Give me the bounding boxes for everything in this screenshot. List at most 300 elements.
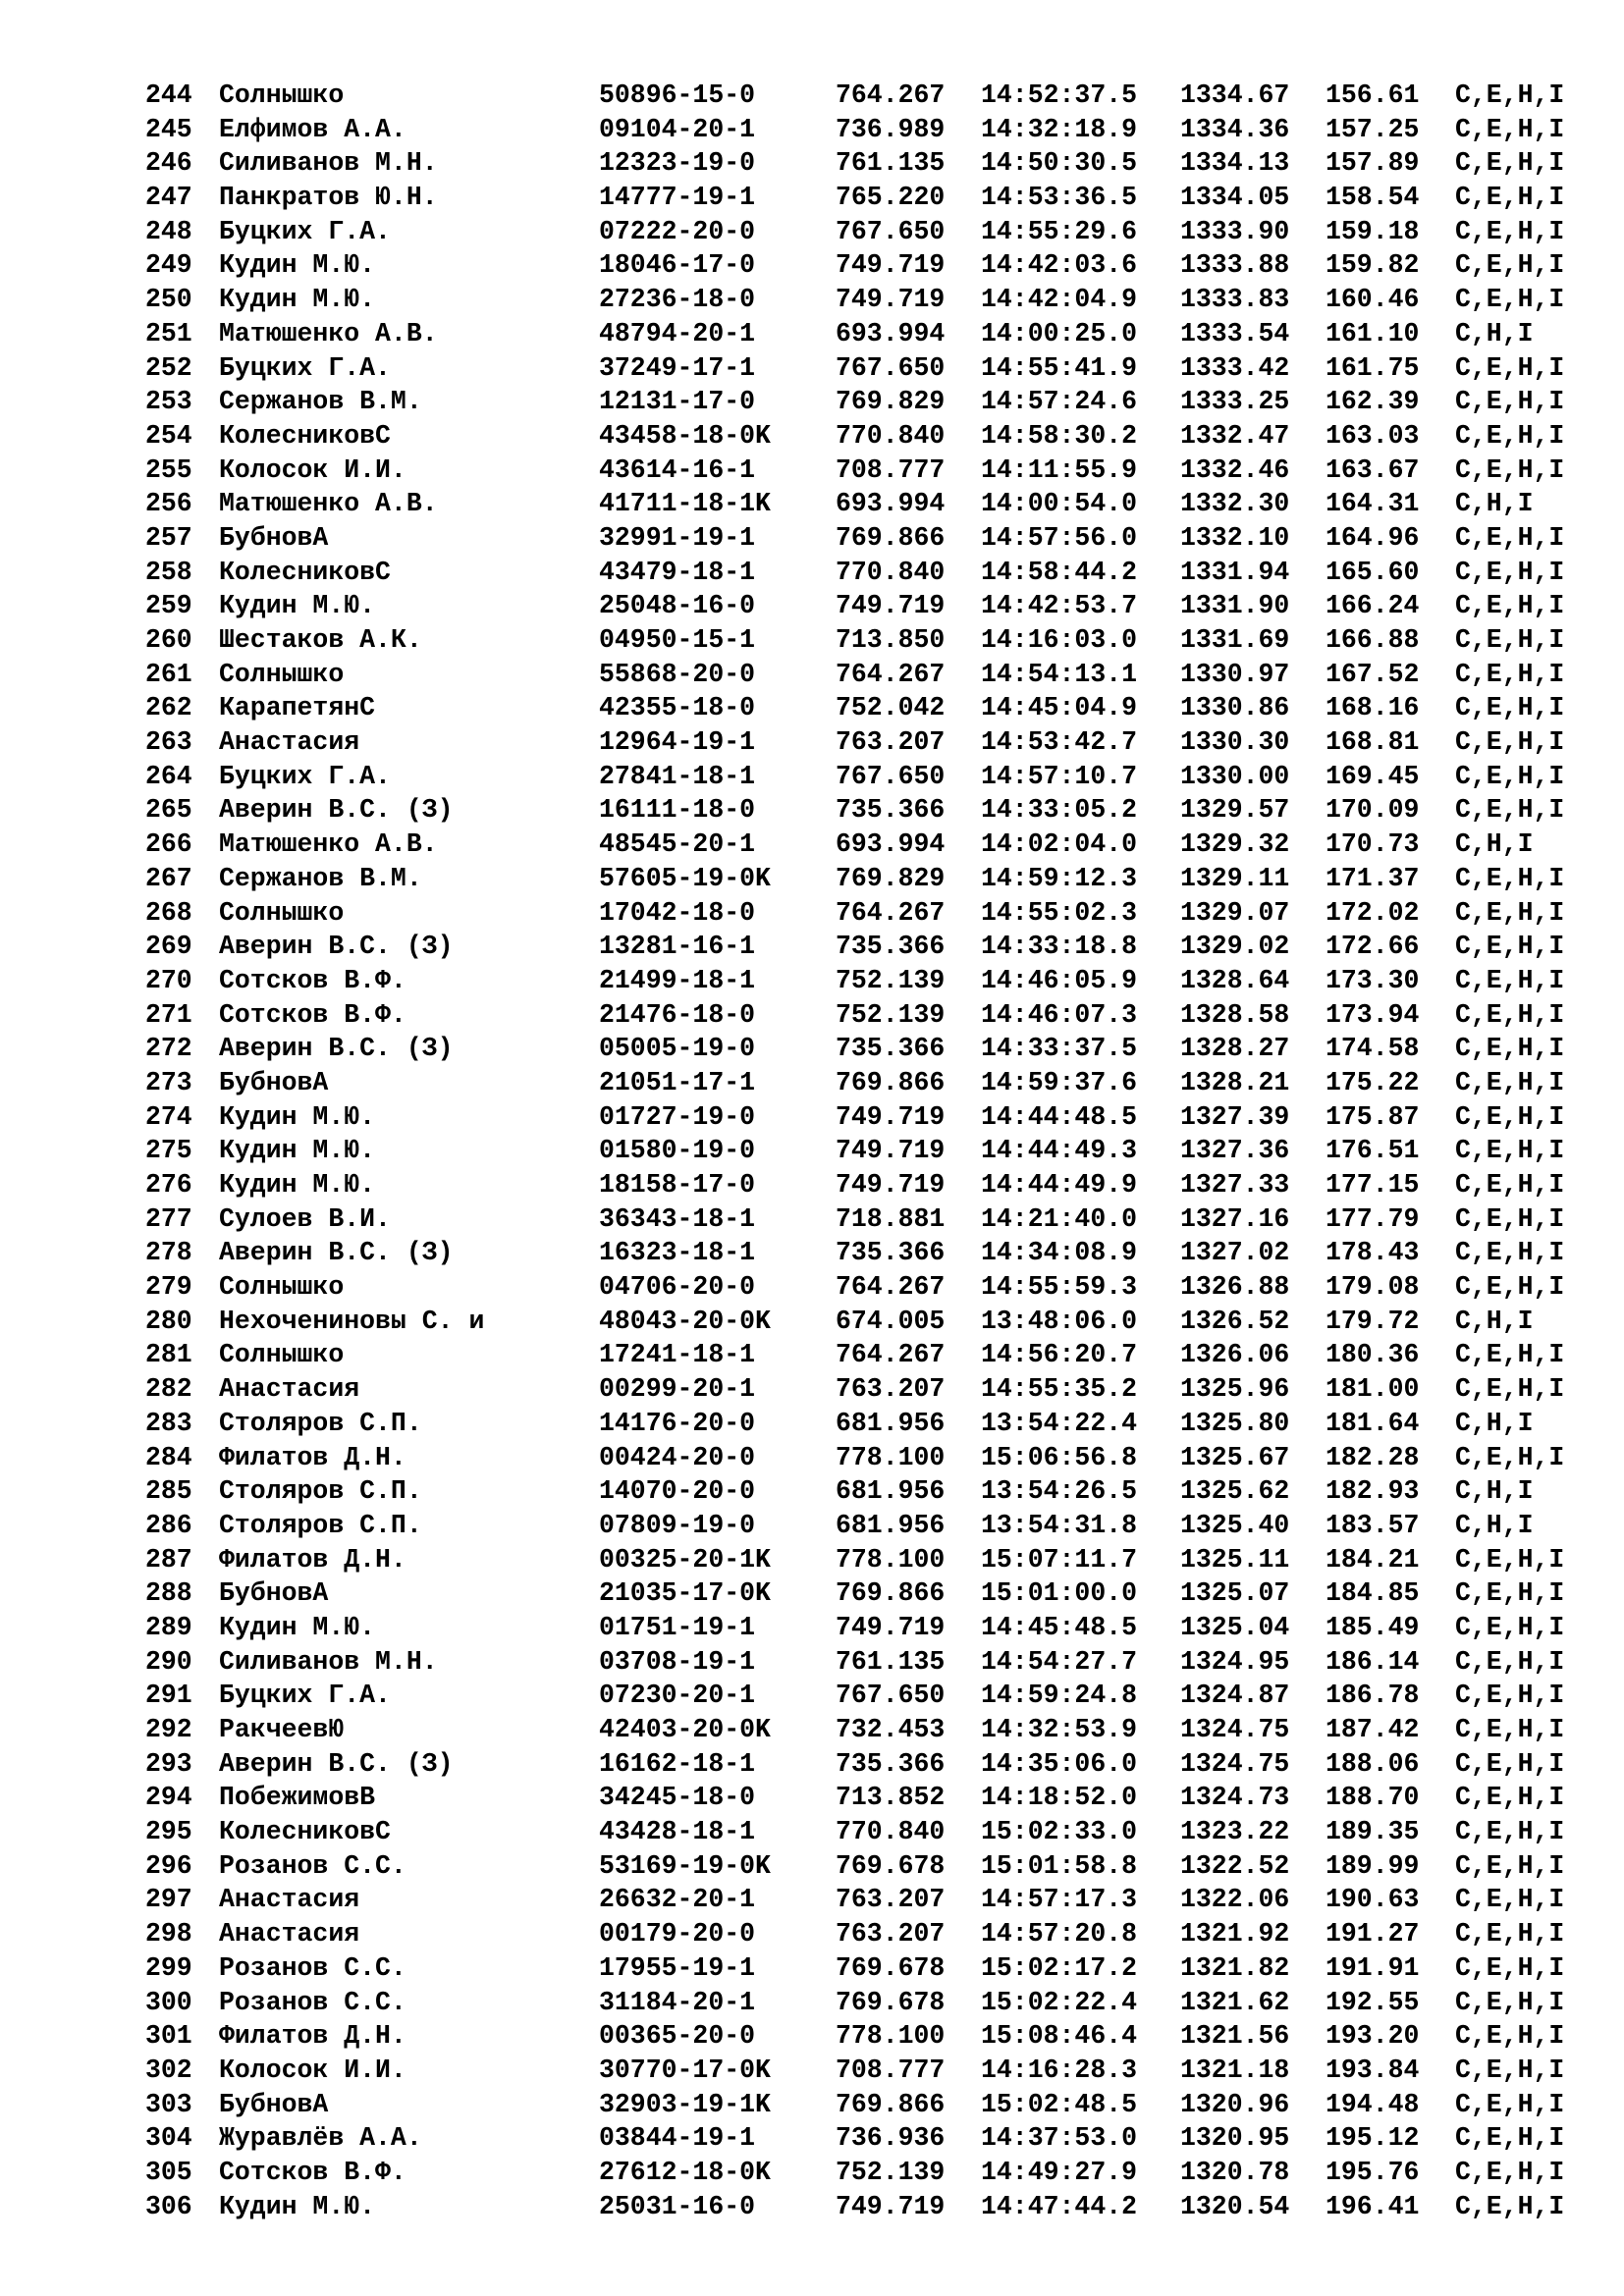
place-cell: 247 — [145, 183, 192, 213]
table-row — [145, 1883, 1598, 1917]
fancier-name-cell: БубновА — [219, 522, 329, 553]
coefficient-cell: 173.30 — [1326, 965, 1420, 995]
ring-number-cell: 12323-19-0 — [599, 148, 756, 179]
competition-flags-cell: C,E,H,I — [1455, 454, 1565, 485]
competition-flags-cell: C,E,H,I — [1455, 285, 1565, 315]
ring-number-cell: 55868-20-0 — [599, 659, 756, 689]
speed-cell: 1330.00 — [1180, 761, 1290, 791]
ring-number-cell: 43428-18-1 — [599, 1817, 756, 1847]
arrival-time-cell: 14:00:25.0 — [981, 318, 1138, 348]
distance-cell: 749.719 — [836, 1136, 946, 1166]
coefficient-cell: 189.35 — [1326, 1817, 1420, 1847]
ring-number-cell: 14777-19-1 — [599, 183, 756, 213]
competition-flags-cell: C,E,H,I — [1455, 420, 1565, 451]
distance-cell: 763.207 — [836, 1919, 946, 1949]
fancier-name-cell: Кудин М.Ю. — [219, 591, 376, 621]
table-row — [145, 930, 1598, 964]
place-cell: 284 — [145, 1442, 192, 1472]
place-cell: 252 — [145, 352, 192, 383]
fancier-name-cell: Буцких Г.А. — [219, 352, 391, 383]
table-row — [145, 1747, 1598, 1782]
ring-number-cell: 00179-20-0 — [599, 1919, 756, 1949]
coefficient-cell: 172.66 — [1326, 932, 1420, 962]
table-row — [145, 351, 1598, 386]
arrival-time-cell: 14:57:20.8 — [981, 1919, 1138, 1949]
ring-number-cell: 32903-19-1K — [599, 2089, 771, 2119]
speed-cell: 1332.30 — [1180, 489, 1290, 519]
fancier-name-cell: Розанов С.С. — [219, 1987, 406, 2017]
distance-cell: 735.366 — [836, 795, 946, 826]
competition-flags-cell: C,E,H,I — [1455, 1850, 1565, 1881]
arrival-time-cell: 14:55:35.2 — [981, 1374, 1138, 1405]
competition-flags-cell: C,E,H,I — [1455, 387, 1565, 417]
distance-cell: 763.207 — [836, 1374, 946, 1405]
arrival-time-cell: 14:58:44.2 — [981, 557, 1138, 587]
distance-cell: 767.650 — [836, 761, 946, 791]
speed-cell: 1329.11 — [1180, 863, 1290, 893]
competition-flags-cell: C,H,I — [1455, 1306, 1534, 1336]
distance-cell: 769.678 — [836, 1850, 946, 1881]
fancier-name-cell: Кудин М.Ю. — [219, 250, 376, 281]
place-cell: 267 — [145, 863, 192, 893]
arrival-time-cell: 15:01:58.8 — [981, 1850, 1138, 1881]
speed-cell: 1330.30 — [1180, 727, 1290, 758]
arrival-time-cell: 14:59:12.3 — [981, 863, 1138, 893]
arrival-time-cell: 14:55:41.9 — [981, 352, 1138, 383]
speed-cell: 1334.67 — [1180, 80, 1290, 110]
fancier-name-cell: Буцких Г.А. — [219, 761, 391, 791]
fancier-name-cell: Анастасия — [219, 727, 360, 758]
ring-number-cell: 12131-17-0 — [599, 387, 756, 417]
place-cell: 274 — [145, 1101, 192, 1132]
coefficient-cell: 178.43 — [1326, 1238, 1420, 1268]
ring-number-cell: 01751-19-1 — [599, 1612, 756, 1642]
fancier-name-cell: Столяров С.П. — [219, 1476, 422, 1507]
coefficient-cell: 190.63 — [1326, 1885, 1420, 1915]
ring-number-cell: 48043-20-0K — [599, 1306, 771, 1336]
place-cell: 298 — [145, 1919, 192, 1949]
coefficient-cell: 186.14 — [1326, 1646, 1420, 1677]
distance-cell: 764.267 — [836, 659, 946, 689]
table-row — [145, 725, 1598, 760]
coefficient-cell: 159.18 — [1326, 216, 1420, 246]
speed-cell: 1321.18 — [1180, 2055, 1290, 2085]
place-cell: 279 — [145, 1272, 192, 1303]
ring-number-cell: 01580-19-0 — [599, 1136, 756, 1166]
competition-flags-cell: C,E,H,I — [1455, 1578, 1565, 1609]
competition-flags-cell: C,E,H,I — [1455, 693, 1565, 723]
distance-cell: 752.139 — [836, 965, 946, 995]
speed-cell: 1324.75 — [1180, 1715, 1290, 1744]
fancier-name-cell: БубновА — [219, 2089, 329, 2119]
ring-number-cell: 07230-20-1 — [599, 1681, 756, 1711]
ring-number-cell: 25048-16-0 — [599, 591, 756, 621]
distance-cell: 674.005 — [836, 1306, 946, 1336]
table-row — [145, 1372, 1598, 1407]
fancier-name-cell: Колосок И.И. — [219, 454, 406, 485]
distance-cell: 713.852 — [836, 1783, 946, 1813]
table-row — [145, 760, 1598, 794]
ring-number-cell: 16323-18-1 — [599, 1238, 756, 1268]
competition-flags-cell: C,H,I — [1455, 1408, 1534, 1438]
competition-flags-cell: C,E,H,I — [1455, 2157, 1565, 2187]
table-row — [145, 658, 1598, 692]
table-row — [145, 1032, 1598, 1066]
competition-flags-cell: C,H,I — [1455, 829, 1534, 860]
place-cell: 269 — [145, 932, 192, 962]
speed-cell: 1331.94 — [1180, 557, 1290, 587]
speed-cell: 1334.13 — [1180, 148, 1290, 179]
speed-cell: 1328.58 — [1180, 999, 1290, 1030]
competition-flags-cell: C,E,H,I — [1455, 1681, 1565, 1711]
arrival-time-cell: 14:33:37.5 — [981, 1034, 1138, 1064]
speed-cell: 1328.27 — [1180, 1034, 1290, 1064]
table-row — [145, 691, 1598, 725]
speed-cell: 1327.36 — [1180, 1136, 1290, 1166]
table-row — [145, 862, 1598, 896]
speed-cell: 1320.78 — [1180, 2157, 1290, 2187]
fancier-name-cell: Кудин М.Ю. — [219, 1612, 376, 1642]
coefficient-cell: 168.81 — [1326, 727, 1420, 758]
ring-number-cell: 41711-18-1K — [599, 489, 771, 519]
place-cell: 256 — [145, 489, 192, 519]
speed-cell: 1330.86 — [1180, 693, 1290, 723]
speed-cell: 1329.07 — [1180, 897, 1290, 928]
table-row — [145, 1917, 1598, 1951]
competition-flags-cell: C,E,H,I — [1455, 1885, 1565, 1915]
coefficient-cell: 181.64 — [1326, 1408, 1420, 1438]
coefficient-cell: 163.67 — [1326, 454, 1420, 485]
ring-number-cell: 21035-17-0K — [599, 1578, 771, 1609]
fancier-name-cell: Столяров С.П. — [219, 1408, 422, 1438]
distance-cell: 778.100 — [836, 2021, 946, 2052]
ring-number-cell: 26632-20-1 — [599, 1885, 756, 1915]
arrival-time-cell: 14:16:28.3 — [981, 2055, 1138, 2085]
competition-flags-cell: C,E,H,I — [1455, 1034, 1565, 1064]
place-cell: 303 — [145, 2089, 192, 2119]
ring-number-cell: 42403-20-0K — [599, 1715, 771, 1744]
competition-flags-cell: C,E,H,I — [1455, 1067, 1565, 1097]
competition-flags-cell: C,E,H,I — [1455, 1238, 1565, 1268]
coefficient-cell: 161.10 — [1326, 318, 1420, 348]
table-row — [145, 2054, 1598, 2088]
place-cell: 250 — [145, 285, 192, 315]
distance-cell: 718.881 — [836, 1203, 946, 1234]
distance-cell: 769.678 — [836, 1952, 946, 1983]
place-cell: 277 — [145, 1203, 192, 1234]
fancier-name-cell: Нехочениновы С. и — [219, 1306, 485, 1336]
place-cell: 278 — [145, 1238, 192, 1268]
competition-flags-cell: C,E,H,I — [1455, 80, 1565, 110]
fancier-name-cell: Буцких Г.А. — [219, 216, 391, 246]
place-cell: 305 — [145, 2157, 192, 2187]
coefficient-cell: 189.99 — [1326, 1850, 1420, 1881]
distance-cell: 769.829 — [836, 863, 946, 893]
distance-cell: 735.366 — [836, 1748, 946, 1779]
fancier-name-cell: Розанов С.С. — [219, 1952, 406, 1983]
arrival-time-cell: 14:33:18.8 — [981, 932, 1138, 962]
place-cell: 299 — [145, 1952, 192, 1983]
competition-flags-cell: C,E,H,I — [1455, 148, 1565, 179]
distance-cell: 769.829 — [836, 387, 946, 417]
coefficient-cell: 168.16 — [1326, 693, 1420, 723]
competition-flags-cell: C,E,H,I — [1455, 114, 1565, 144]
speed-cell: 1324.95 — [1180, 1646, 1290, 1677]
ring-number-cell: 32991-19-1 — [599, 522, 756, 553]
table-row — [145, 1815, 1598, 1849]
arrival-time-cell: 15:02:33.0 — [981, 1817, 1138, 1847]
place-cell: 287 — [145, 1544, 192, 1575]
coefficient-cell: 179.72 — [1326, 1306, 1420, 1336]
distance-cell: 778.100 — [836, 1442, 946, 1472]
fancier-name-cell: Аверин В.С. (З) — [219, 795, 454, 826]
coefficient-cell: 182.28 — [1326, 1442, 1420, 1472]
ring-number-cell: 48794-20-1 — [599, 318, 756, 348]
ring-number-cell: 21051-17-1 — [599, 1067, 756, 1097]
arrival-time-cell: 15:02:48.5 — [981, 2089, 1138, 2119]
fancier-name-cell: Солнышко — [219, 659, 345, 689]
fancier-name-cell: Кудин М.Ю. — [219, 1136, 376, 1166]
fancier-name-cell: Кудин М.Ю. — [219, 1101, 376, 1132]
place-cell: 292 — [145, 1715, 192, 1744]
coefficient-cell: 188.70 — [1326, 1783, 1420, 1813]
arrival-time-cell: 14:46:05.9 — [981, 965, 1138, 995]
table-row — [145, 2088, 1598, 2122]
speed-cell: 1323.22 — [1180, 1817, 1290, 1847]
fancier-name-cell: Аверин В.С. (З) — [219, 932, 454, 962]
ring-number-cell: 03844-19-1 — [599, 2123, 756, 2154]
speed-cell: 1334.36 — [1180, 114, 1290, 144]
coefficient-cell: 188.06 — [1326, 1748, 1420, 1779]
place-cell: 263 — [145, 727, 192, 758]
arrival-time-cell: 14:57:17.3 — [981, 1885, 1138, 1915]
competition-flags-cell: C,E,H,I — [1455, 659, 1565, 689]
distance-cell: 749.719 — [836, 250, 946, 281]
ring-number-cell: 27841-18-1 — [599, 761, 756, 791]
table-row — [145, 146, 1598, 181]
competition-flags-cell: C,E,H,I — [1455, 999, 1565, 1030]
speed-cell: 1321.92 — [1180, 1919, 1290, 1949]
distance-cell: 778.100 — [836, 1544, 946, 1575]
fancier-name-cell: Филатов Д.Н. — [219, 1544, 406, 1575]
competition-flags-cell: C,E,H,I — [1455, 1987, 1565, 2017]
fancier-name-cell: Сержанов В.М. — [219, 863, 422, 893]
competition-flags-cell: C,E,H,I — [1455, 557, 1565, 587]
place-cell: 280 — [145, 1306, 192, 1336]
speed-cell: 1327.16 — [1180, 1203, 1290, 1234]
table-row — [145, 113, 1598, 147]
speed-cell: 1329.02 — [1180, 932, 1290, 962]
competition-flags-cell: C,E,H,I — [1455, 795, 1565, 826]
table-row — [145, 793, 1598, 828]
fancier-name-cell: КолесниковС — [219, 1817, 391, 1847]
competition-flags-cell: C,E,H,I — [1455, 1544, 1565, 1575]
table-row — [145, 1781, 1598, 1815]
arrival-time-cell: 14:58:30.2 — [981, 420, 1138, 451]
competition-flags-cell: C,E,H,I — [1455, 1612, 1565, 1642]
speed-cell: 1320.95 — [1180, 2123, 1290, 2154]
table-row — [145, 1134, 1598, 1168]
fancier-name-cell: Анастасия — [219, 1885, 360, 1915]
fancier-name-cell: Кудин М.Ю. — [219, 285, 376, 315]
table-row — [145, 1441, 1598, 1475]
table-row — [145, 1474, 1598, 1509]
distance-cell: 764.267 — [836, 80, 946, 110]
table-row — [145, 1576, 1598, 1611]
ring-number-cell: 00299-20-1 — [599, 1374, 756, 1405]
table-row — [145, 2190, 1598, 2224]
competition-flags-cell: C,E,H,I — [1455, 1919, 1565, 1949]
ring-number-cell: 18046-17-0 — [599, 250, 756, 281]
speed-cell: 1329.32 — [1180, 829, 1290, 860]
distance-cell: 764.267 — [836, 1340, 946, 1370]
competition-flags-cell: C,E,H,I — [1455, 897, 1565, 928]
fancier-name-cell: Анастасия — [219, 1919, 360, 1949]
distance-cell: 693.994 — [836, 829, 946, 860]
coefficient-cell: 170.09 — [1326, 795, 1420, 826]
ring-number-cell: 14176-20-0 — [599, 1408, 756, 1438]
speed-cell: 1327.02 — [1180, 1238, 1290, 1268]
coefficient-cell: 180.36 — [1326, 1340, 1420, 1370]
distance-cell: 770.840 — [836, 420, 946, 451]
competition-flags-cell: C,E,H,I — [1455, 591, 1565, 621]
competition-flags-cell: C,E,H,I — [1455, 216, 1565, 246]
table-row — [145, 248, 1598, 283]
arrival-time-cell: 14:49:27.9 — [981, 2157, 1138, 2187]
table-row — [145, 2019, 1598, 2054]
table-row — [145, 896, 1598, 931]
place-cell: 290 — [145, 1646, 192, 1677]
fancier-name-cell: Панкратов Ю.Н. — [219, 183, 438, 213]
fancier-name-cell: Шестаков А.К. — [219, 625, 422, 655]
distance-cell: 713.850 — [836, 625, 946, 655]
competition-flags-cell: C,E,H,I — [1455, 1783, 1565, 1813]
arrival-time-cell: 13:48:06.0 — [981, 1306, 1138, 1336]
arrival-time-cell: 14:55:29.6 — [981, 216, 1138, 246]
coefficient-cell: 173.94 — [1326, 999, 1420, 1030]
place-cell: 275 — [145, 1136, 192, 1166]
place-cell: 260 — [145, 625, 192, 655]
speed-cell: 1320.54 — [1180, 2191, 1290, 2221]
distance-cell: 764.267 — [836, 897, 946, 928]
coefficient-cell: 185.49 — [1326, 1612, 1420, 1642]
competition-flags-cell: C,E,H,I — [1455, 932, 1565, 962]
ring-number-cell: 30770-17-0K — [599, 2055, 771, 2085]
competition-flags-cell: C,E,H,I — [1455, 727, 1565, 758]
coefficient-cell: 191.27 — [1326, 1919, 1420, 1949]
place-cell: 281 — [145, 1340, 192, 1370]
table-row — [145, 1986, 1598, 2020]
ring-number-cell: 27612-18-0K — [599, 2157, 771, 2187]
fancier-name-cell: ПобежимовВ — [219, 1783, 376, 1813]
arrival-time-cell: 14:52:37.5 — [981, 80, 1138, 110]
competition-flags-cell: C,E,H,I — [1455, 1715, 1565, 1744]
competition-flags-cell: C,E,H,I — [1455, 863, 1565, 893]
distance-cell: 749.719 — [836, 591, 946, 621]
distance-cell: 770.840 — [836, 1817, 946, 1847]
competition-flags-cell: C,E,H,I — [1455, 1952, 1565, 1983]
coefficient-cell: 159.82 — [1326, 250, 1420, 281]
place-cell: 266 — [145, 829, 192, 860]
fancier-name-cell: РакчеевЮ — [219, 1715, 345, 1744]
table-row — [145, 181, 1598, 215]
place-cell: 258 — [145, 557, 192, 587]
table-row — [145, 1270, 1598, 1305]
ring-number-cell: 18158-17-0 — [599, 1170, 756, 1200]
place-cell: 304 — [145, 2123, 192, 2154]
competition-flags-cell: C,E,H,I — [1455, 250, 1565, 281]
place-cell: 300 — [145, 1987, 192, 2017]
distance-cell: 681.956 — [836, 1408, 946, 1438]
arrival-time-cell: 14:59:37.6 — [981, 1067, 1138, 1097]
ring-number-cell: 21499-18-1 — [599, 965, 756, 995]
arrival-time-cell: 14:35:06.0 — [981, 1748, 1138, 1779]
arrival-time-cell: 14:44:49.3 — [981, 1136, 1138, 1166]
place-cell: 268 — [145, 897, 192, 928]
table-row — [145, 623, 1598, 658]
fancier-name-cell: Кудин М.Ю. — [219, 2191, 376, 2221]
place-cell: 291 — [145, 1681, 192, 1711]
arrival-time-cell: 14:55:02.3 — [981, 897, 1138, 928]
ring-number-cell: 00365-20-0 — [599, 2021, 756, 2052]
distance-cell: 764.267 — [836, 1272, 946, 1303]
coefficient-cell: 170.73 — [1326, 829, 1420, 860]
fancier-name-cell: КарапетянС — [219, 693, 376, 723]
coefficient-cell: 166.88 — [1326, 625, 1420, 655]
fancier-name-cell: Сотсков В.Ф. — [219, 999, 406, 1030]
results-table — [145, 79, 1598, 2223]
speed-cell: 1325.62 — [1180, 1476, 1290, 1507]
coefficient-cell: 164.96 — [1326, 522, 1420, 553]
ring-number-cell: 14070-20-0 — [599, 1476, 756, 1507]
arrival-time-cell: 15:02:17.2 — [981, 1952, 1138, 1983]
coefficient-cell: 192.55 — [1326, 1987, 1420, 2017]
speed-cell: 1325.11 — [1180, 1544, 1290, 1575]
arrival-time-cell: 14:21:40.0 — [981, 1203, 1138, 1234]
speed-cell: 1333.42 — [1180, 352, 1290, 383]
speed-cell: 1333.88 — [1180, 250, 1290, 281]
place-cell: 259 — [145, 591, 192, 621]
arrival-time-cell: 14:45:04.9 — [981, 693, 1138, 723]
distance-cell: 770.840 — [836, 557, 946, 587]
speed-cell: 1327.39 — [1180, 1101, 1290, 1132]
distance-cell: 769.866 — [836, 522, 946, 553]
fancier-name-cell: Елфимов А.А. — [219, 114, 406, 144]
place-cell: 253 — [145, 387, 192, 417]
distance-cell: 761.135 — [836, 1646, 946, 1677]
ring-number-cell: 25031-16-0 — [599, 2191, 756, 2221]
coefficient-cell: 181.00 — [1326, 1374, 1420, 1405]
arrival-time-cell: 15:01:00.0 — [981, 1578, 1138, 1609]
arrival-time-cell: 14:33:05.2 — [981, 795, 1138, 826]
coefficient-cell: 164.31 — [1326, 489, 1420, 519]
arrival-time-cell: 13:54:26.5 — [981, 1476, 1138, 1507]
coefficient-cell: 196.41 — [1326, 2191, 1420, 2221]
speed-cell: 1330.97 — [1180, 659, 1290, 689]
ring-number-cell: 04950-15-1 — [599, 625, 756, 655]
ring-number-cell: 16111-18-0 — [599, 795, 756, 826]
table-row — [145, 317, 1598, 351]
arrival-time-cell: 14:54:27.7 — [981, 1646, 1138, 1677]
arrival-time-cell: 14:46:07.3 — [981, 999, 1138, 1030]
arrival-time-cell: 14:00:54.0 — [981, 489, 1138, 519]
competition-flags-cell: C,H,I — [1455, 1510, 1534, 1540]
place-cell: 288 — [145, 1578, 192, 1609]
competition-flags-cell: C,E,H,I — [1455, 183, 1565, 213]
speed-cell: 1321.62 — [1180, 1987, 1290, 2017]
arrival-time-cell: 14:02:04.0 — [981, 829, 1138, 860]
fancier-name-cell: Матюшенко А.В. — [219, 489, 438, 519]
